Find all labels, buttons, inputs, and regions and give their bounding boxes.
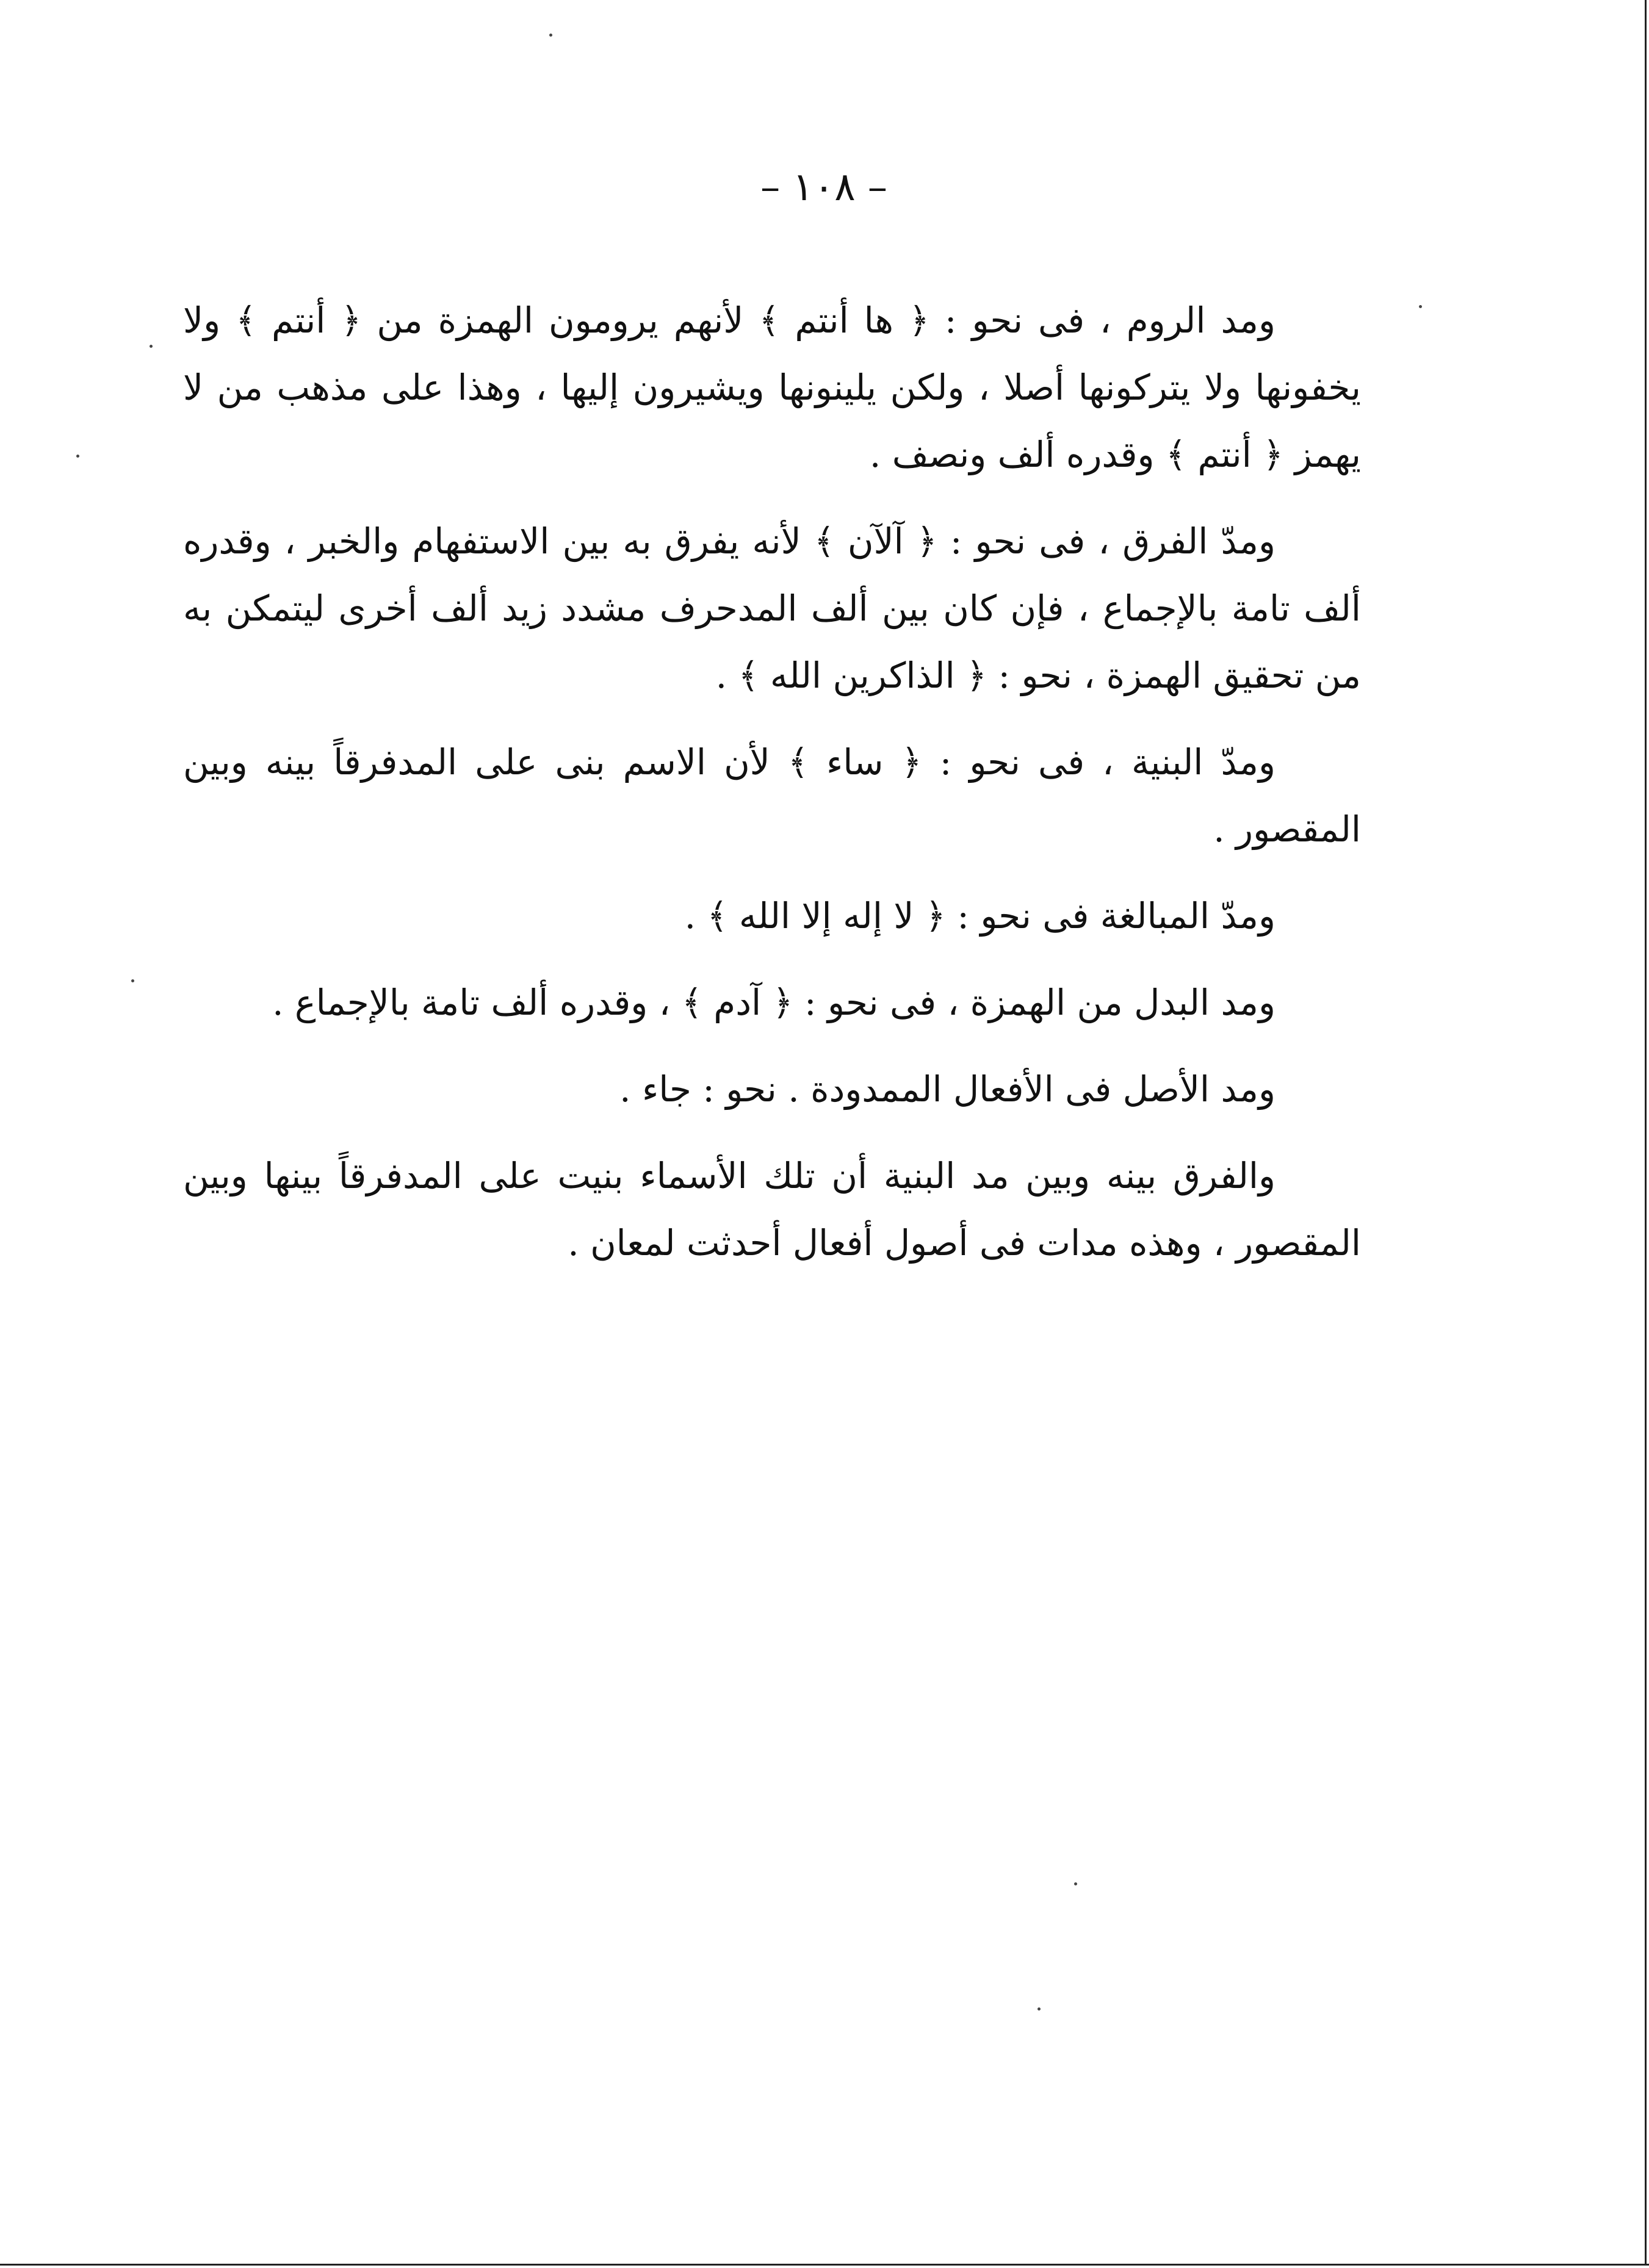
paragraph-madd-al-badal: ومد البدل من الهمزة ، فى نحو : ﴿ آدم ﴾ ، وقدره ألف تامة بالإجماع . xyxy=(272,982,1276,1023)
scan-speck xyxy=(131,979,134,982)
scan-border-bottom xyxy=(0,2264,1649,2266)
scan-speck xyxy=(1419,305,1422,308)
paragraph-madd-al-asl: ومد الأصل فى الأفعال الممدودة . نحو : جاء . xyxy=(619,1068,1276,1110)
paragraph-madd-al-mubalagha: ومدّ المبالغة فى نحو : ﴿ لا إله إلا الله ﴾ . xyxy=(684,895,1276,937)
paragraph-madd-al-binya: ومدّ البنية ، فى نحو : ﴿ ساء ﴾ لأن الاسم بنى على المدفرقاً بينه وبين المقصور . xyxy=(183,741,1361,850)
scan-speck xyxy=(1074,1882,1077,1885)
scan-speck xyxy=(549,34,552,37)
scan-speck xyxy=(150,345,153,348)
paragraph-madd-al-rawm: ومد الروم ، فى نحو : ﴿ ها أنتم ﴾ لأنهم يرومون الهمزة من ﴿ أنتم ﴾ ولا يخفونها ولا يتركونها أصلا ، ولكن يلينونها ويشيرون إليها ، وهذا على مذهب من لا يهمز ﴿ أنتم ﴾ وقدره ألف ونصف . xyxy=(183,300,1361,475)
body-text xyxy=(183,287,1361,1296)
page-number: – ١٠٨ – xyxy=(760,165,887,210)
scan-speck xyxy=(1037,2007,1041,2011)
paragraph-al-farq: والفرق بينه وبين مد البنية أن تلك الأسماء بنيت على المدفرقاً بينها وبين المقصور ، وهذه مدات فى أصول أفعال أحدثت لمعان . xyxy=(183,1155,1361,1264)
scan-speck xyxy=(76,455,79,458)
paragraph-madd-al-farq: ومدّ الفرق ، فى نحو : ﴿ آلآن ﴾ لأنه يفرق به بين الاستفهام والخبر ، وقدره ألف تامة بالإجماع ، فإن كان بين ألف المدحرف مشدد زيد ألف أخرى ليتمكن به من تحقيق الهمزة ، نحو : ﴿ الذاكرين الله ﴾ . xyxy=(183,520,1361,696)
scan-border-right xyxy=(1645,0,1647,2265)
